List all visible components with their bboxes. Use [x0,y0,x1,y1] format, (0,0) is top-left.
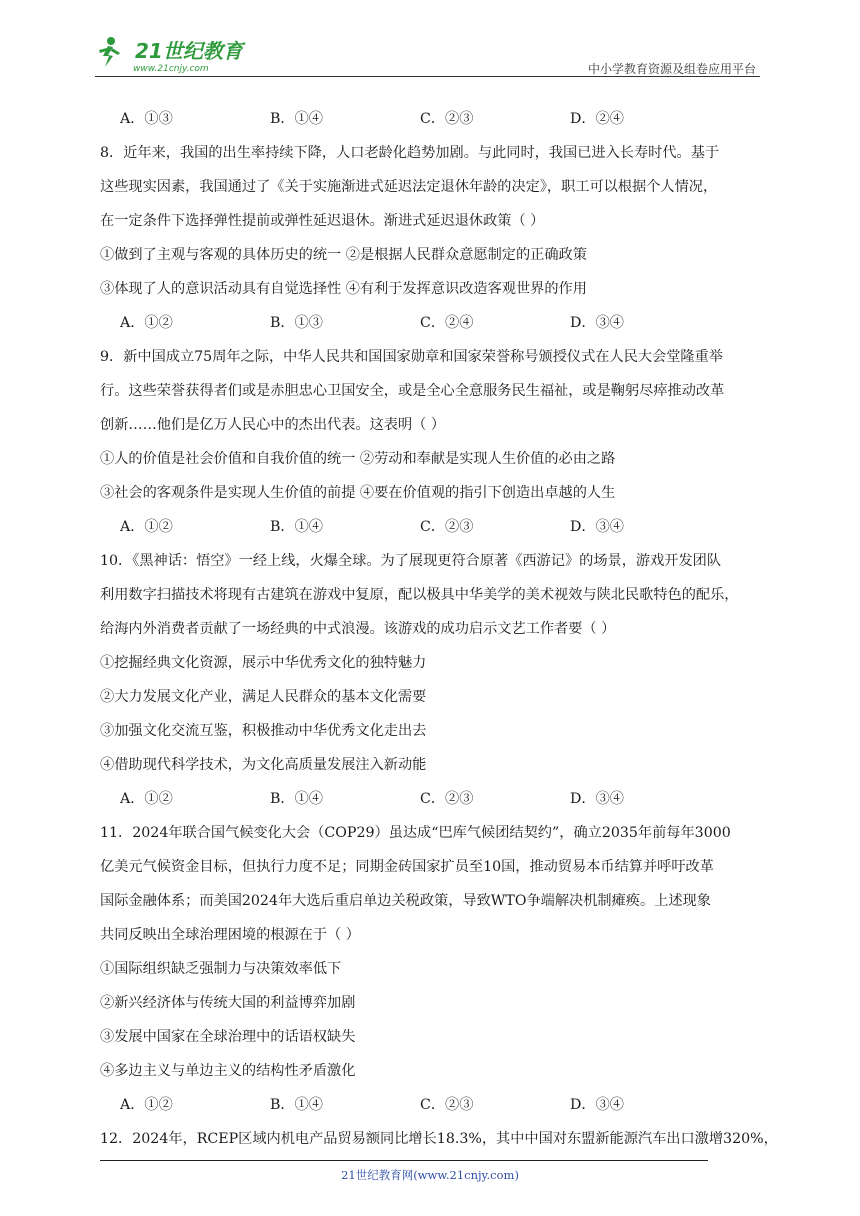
text-line: 国际金融体系；而美国2024年大选后重启单边关税政策，导致WTO争端解决机制瘫痪。上述现象 [100,893,711,909]
text-line: ③发展中国家在全球治理中的话语权缺失 [100,1029,356,1045]
text-line: ①挖掘经典文化资源，展示中华优秀文化的独特魅力 [100,655,427,671]
answer-option: A．①② [120,1097,173,1113]
answer-options [100,1088,772,1122]
answer-option: B．①④ [270,791,323,807]
text-line: ①国际组织缺乏强制力与决策效率低下 [100,961,342,977]
answer-option: D．③④ [570,315,624,331]
logo-21cnjy [95,34,270,74]
text-line: ③社会的客观条件是实现人生价值的前提 ④要在价值观的指引下创造出卓越的人生 [100,485,616,501]
text-line: ②大力发展文化产业，满足人民群众的基本文化需要 [100,689,427,705]
answer-option: B．①④ [270,1097,323,1113]
answer-option: C．②③ [420,111,474,127]
answer-option: A．①② [120,315,173,331]
text-line: 亿美元气候资金目标，但执行力度不足；同期金砖国家扩员至10国，推动贸易本币结算并呼吁改革 [100,859,714,875]
answer-option: C．②③ [420,519,474,535]
text-line: 这些现实因素，我国通过了《关于实施渐进式延迟法定退休年龄的决定》，职工可以根据个人情况， [100,179,718,195]
text-line: 利用数字扫描技术将现有古建筑在游戏中复原，配以极具中华美学的美术视效与陕北民歌特色的配乐， [100,587,739,603]
answer-options [100,102,772,136]
question-content [100,102,778,1156]
answer-option: C．②③ [420,1097,474,1113]
text-line: 9．新中国成立75周年之际，中华人民共和国国家勋章和国家荣誉称号颁授仪式在人民大会堂隆重举 [100,349,723,365]
runner-icon [99,37,120,67]
answer-options [100,510,772,544]
answer-option: B．①③ [270,315,323,331]
answer-option: D．③④ [570,1097,624,1113]
page-header [95,30,760,78]
svg-text:21世纪教育: 21世纪教育 [135,39,243,63]
answer-options [100,306,772,340]
answer-option: C．②④ [420,315,474,331]
header-rule [95,76,760,77]
text-line: ③加强文化交流互鉴，积极推动中华优秀文化走出去 [100,723,427,739]
answer-option: A．①② [120,791,173,807]
answer-option: C．②③ [420,791,474,807]
text-line: 给海内外消费者贡献了一场经典的中式浪漫。该游戏的成功启示文艺工作者要（ ） [100,621,616,637]
text-line: 在一定条件下选择弹性提前或弹性延迟退休。渐进式延迟退休政策（ ） [100,213,545,229]
text-line: ①做到了主观与客观的具体历史的统一 ②是根据人民群众意愿制定的正确政策 [100,247,587,263]
text-line: ④多边主义与单边主义的结构性矛盾激化 [100,1063,356,1079]
text-line: 12．2024年，RCEP区域内机电产品贸易额同比增长18.3%，其中中国对东盟新能源汽车出口激增320%， [100,1131,778,1147]
text-line: 创新……他们是亿万人民心中的杰出代表。这表明（ ） [100,417,446,433]
footer-rule [100,1160,708,1161]
text-line: ①人的价值是社会价值和自我价值的统一 ②劳动和奉献是实现人生价值的必由之路 [100,451,616,467]
text-line: 共同反映出全球治理困境的根源在于（ ） [100,927,360,943]
answer-option: B．①④ [270,519,323,535]
answer-option: A．①③ [120,111,173,127]
answer-option: D．③④ [570,519,624,535]
platform-label: 中小学教育资源及组卷应用平台 [587,62,756,76]
footer-url[interactable]: 21世纪教育网(www.21cnjy.com) [341,1168,519,1182]
answer-options [100,782,772,816]
answer-option: D．②④ [570,111,624,127]
answer-option: A．①② [120,519,173,535]
text-line: 10．《黑神话：悟空》一经上线，火爆全球。为了展现更符合原著《西游记》的场景，游戏开发团队 [100,553,722,569]
text-line: 行。这些荣誉获得者们或是赤胆忠心卫国安全，或是全心全意服务民生福祉，或是鞠躬尽瘁推动改革 [100,383,725,399]
answer-option: B．①④ [270,111,323,127]
svg-text:www.21cnjy.com: www.21cnjy.com [133,64,209,74]
text-line: 8．近年来，我国的出生率持续下降，人口老龄化趋势加剧。与此同时，我国已进入长寿时代。基于 [100,145,720,161]
text-line: ②新兴经济体与传统大国的利益博弈加剧 [100,995,356,1011]
text-line: ④借助现代科学技术，为文化高质量发展注入新动能 [100,757,427,773]
text-line: ③体现了人的意识活动具有自觉选择性 ④有利于发挥意识改造客观世界的作用 [100,281,587,297]
text-line: 11．2024年联合国气候变化大会（COP29）虽达成“巴库气候团结契约”，确立2035年前每年3000 [100,825,731,841]
answer-option: D．③④ [570,791,624,807]
